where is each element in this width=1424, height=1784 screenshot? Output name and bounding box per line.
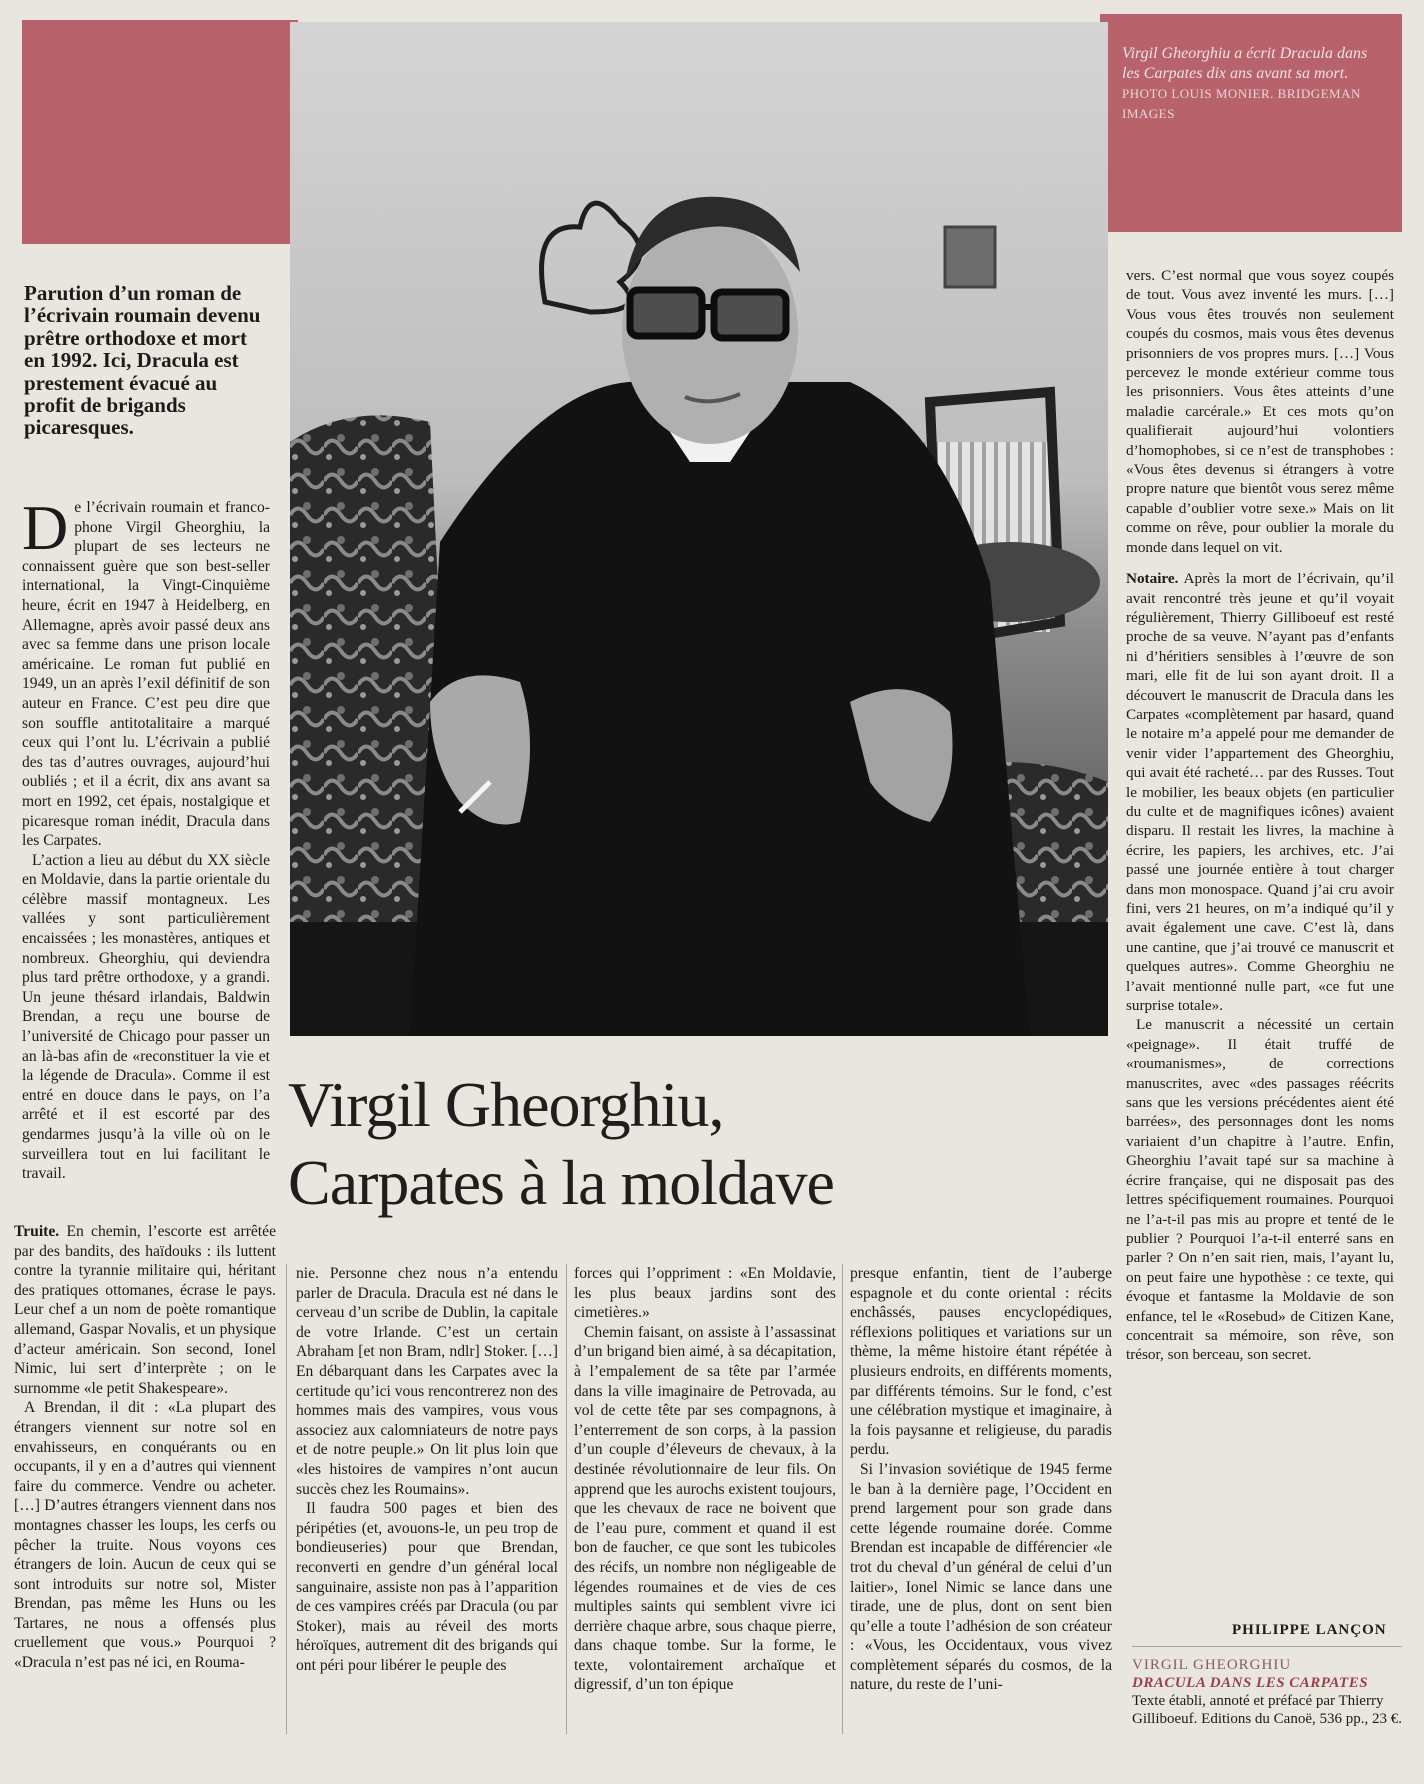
book-author: VIRGIL GHEORGHIU [1132,1657,1292,1673]
paragraph: presque enfantin, tient de l’auberge espagnole et du conte oriental : récits enchâssés, pauses encyclopédiques, réflexions politiques et variations sur un thème, la même histoire étant répétée à plusieurs endroits, en différents moments, par différents témoins. Sur le fond, c’est une célébration mystique et imaginaire, à la fois paysanne et religieuse, du paradis perdu. [850,1265,1112,1459]
paragraph: L’action a lieu au début du XX siècle en Moldavie, dans la partie orientale du célèbre massif montagneux. Les vallées y sont particulièrement encaissées ; les monastères, antiques et nombreux. Gheorghiu, qui deviendra plus tard prêtre orthodoxe, y a grandi. Un jeune thésard irlandais, Baldwin Brendan, a reçu une bourse de l’université de Chicago pour passer un an là-bas afin de «reconstituer la vie et la légende de Dracula». Comme il est entré en douce dans le pays, on l’a arrêté et il est escorté par des gendarmes jusqu’à la ville où on le surveillera tout en lui facilitant le travail. [22,851,270,1183]
pink-block-left [22,20,298,244]
paragraph: Le manuscrit a nécessité un certain «peignage». Il était truffé de «roumanismes», de corrections manuscrites, avec «des passages réécrits sans que les versions précédentes aient été barrées», des personnages dont les noms variaient d’un chapitre à l’autre. Enfin, Gheorghiu l’avait tapé sur sa machine à écrire française, qui ne disposait pas des lettres spécifiquement roumaines. Pourquoi ne l’a-t-il pas mis au propre et tenté de le publier ? Pourquoi l’a-t-il enterré sans en parler ? On n’en sait rien, mais, l’ayant lu, on peut faire une hypothèse : ce texte, qui évoque et fantasme la Moldavie de son enfance, tel le «Rosebud» de Citizen Kane, concentrait sa mémoire, son rêve, son trésor, son berceau, son secret. [1126,1016,1394,1364]
byline-rule [1132,1646,1402,1647]
headline [288,1066,1088,1222]
book-reference [1132,1656,1404,1728]
headline-line-1: Virgil Gheorghiu, [288,1069,724,1140]
portrait-illustration [290,22,1108,1036]
paragraph: forces qui l’oppriment : «En Moldavie, les plus beaux jardins sont des cimetières.» [574,1265,836,1322]
article-lead: Parution d’un roman de l’écrivain roumain devenu prêtre orthodoxe et mort en 1992. Ici, Dracula est prestement évacué au profit de brigands picaresques. [24,281,261,440]
paragraph: Si l’invasion soviétique de 1945 ferme le ban à la dernière page, l’Occident en prend largement pour son grade dans cette légende roumaine dorée. Comme Brendan est incapable de différencier «le trot du cheval d’un général de celui d’un laitier», Ionel Nimic se lance dans une tirade, une de plus, dont on sent bien qu’elle a toute l’adhésion de son créateur : «Vous, les Occidentaux, vous vivez complètement séparés du cosmos, de la nature, du reste de l’uni- [850,1460,1112,1694]
column-1 [22,492,270,1184]
column-4 [850,1264,1112,1695]
column-3 [574,1264,836,1695]
paragraph [1126,569,1394,1015]
column-rule [286,1264,287,1734]
paragraph: nie. Personne chez nous n’a entendu parler de Dracula. Dracula est né dans le cerveau d’un scribe de Dublin, la capitale de votre Irlande. C’est un certain Abraham [et non Bram, ndlr] Stoker. […] En débarquant dans les Carpates avec la certitude qu’ici vous rencontrerez non des hommes mais des vampires, vous vous associez aux calomniateurs de notre pays et de notre peuple.» On lit plus loin que «les histoires de vampires n’ont aucun succès chez les Roumains». [296,1265,558,1498]
paragraph: vers. C’est normal que vous soyez coupés de tout. Vous avez inventé les murs. […] Vous vous êtes trouvés non seulement coupés du cosmos, mais vous êtes devenus prisonniers de vos propres murs. […] Vous percevez le monde extérieur comme tous les prisonniers. Vous êtes atteints d’une maladie carcérale.» Et ces mots qu’on qualifierait aujourd’hui volontiers d’homophobes, si ce n’est de transphobes : «Vous êtes devenus si étrangers à votre propre nature que bientôt vous serez même capable d’oublier votre sexe.» Mais on lit comme on rêve, pour oublier la morale du monde dans lequel on vit. [1126,267,1394,556]
portrait-photo [290,22,1108,1036]
paragraph: Il faudra 500 pages et bien des péripéties (et, avouons-le, un peu trop de bondieuseries) pour que Brendan, reconverti en gendre d’un général local sanguinaire, assiste non pas à l’apparition de ces vampires créés par Dracula (ou par Stoker), mais au réveil des morts héroïques, autrement dit des brigands qui ont péri pour libérer le peuple des [296,1500,558,1674]
column-5 [1126,266,1394,1365]
byline: PHILIPPE LANÇON [1232,1622,1387,1638]
paragraph: A Brendan, il dit : «La plupart des étrangers viennent sur notre sol en envahisseurs, en conquérants ou en occupants, il y en a d’autres qui viennent faire du commerce. Vendre ou acheter. […] D’autres étrangers viennent dans nos montagnes chasser les loups, les cerfs ou pêcher la truite. Nous voyons ces étrangers de loin. Aucun de ceux qui se sont introduits sur notre sol, Mister Brendan, pas même les Huns ou les Tartares, ne nous a offensés plus cruellement que vous.» Pourquoi ? «Dracula n’est pas né ici, en Rouma- [14,1399,276,1672]
book-details: Texte établi, annoté et préfacé par Thierry Gilliboeuf. Editions du Canoë, 536 pp., 23 €. [1132,1693,1402,1727]
paragraph-text: En chemin, l’escorte est arrêtée par des bandits, des haïdouks : ils luttent contre la tyrannie militaire qui, héritant des pratiques ottomanes, écrase le pays. Leur chef a un nom de poète romantique allemand, Gaspar Novalis, et un physique d’acteur américain. Son second, Ionel Nimic, lui sert d’interprète ; on le surnomme «le petit Shakespeare». [14,1223,276,1397]
caption-text: Virgil Gheorghiu a écrit Dracula dans les Carpates dix ans avant sa mort. [1122,45,1368,82]
paragraph [14,1222,276,1398]
paragraph [22,492,270,851]
paragraph-text: e l’écrivain roumain et francophone Virgil Gheorghiu, la plupart de ses lecteurs ne connaissent guère que son best-seller international, la Vingt-Cinquième heure, écrit en 1947 à Heidelberg, en Allemagne, après avoir passé deux ans avec sa femme dans une prison locale américaine. Le roman fut publié en 1949, un an après l’exil définitif de son auteur en France. C’est peu dire que son souffle antitotalitaire a marqué ceux qui l’ont lu. L’écrivain a publié des tas d’autres ouvrages, aujourd’hui oubliés ; et il a écrit, dix ans avant sa mort en 1992, cet épais, nostalgique et picaresque roman inédit, Dracula dans les Carpates. [22,499,270,850]
photo-credit: PHOTO LOUIS MONIER. BRIDGEMAN IMAGES [1122,86,1361,121]
paragraph-text: Après la mort de l’écrivain, qu’il avait rencontré très jeune et qu’il voyait régulièrement, Thierry Gilliboeuf est resté proche de sa veuve. N’ayant pas d’enfants ni d’héritiers sensibles à l’œuvre de son mari, elle fit de lui son ayant droit. Il a découvert le manuscrit de Dracula dans les Carpates «complètement par hasard, quand le notaire m’a appelé pour me demander de venir vider l’appartement des Gheorghiu, qui avait été racheté… par des Russes. Tout le mobilier, les beaux objets (en particulier du culte et de magnifiques icônes) avaient disparu. Il restait les livres, la machine à écrire, les papiers, les archives, etc. J’ai passé une journée entière à tout charger dans mon monospace. Quand j’ai cru avoir fini, vers 21 heures, on m’a indiqué qu’il y avait également une cave. C’est là, dans une cantine, que j’ai trouvé ce manuscrit et quelques autres». Comme Gheorghiu ne l’avait mentionné nulle part, «ce fut une surprise totale». [1126,570,1394,1015]
column-2 [296,1264,558,1675]
subhead: Truite. [14,1223,60,1240]
headline-line-2: Carpates à la moldave [288,1147,834,1218]
paragraph: Chemin faisant, on assiste à l’assassinat d’un brigand bien aimé, à sa décapitation, à l’empalement de sa tête par l’armée dans la ville imaginaire de Petrovada, au vol de cette tête par ses compagnons, à l’enterrement de son corps, à la passion d’un couple d’éleveurs de chevaux, à la destinée révolutionnaire de leur fils. On apprend que les aurochs existent toujours, que les chevaux de race ne boivent que de l’eau pure, comment et quand il est bon de faucher, ce que sont les tubicoles des récifs, un nombre non négligeable de légendes roumaines et de vies de ces multiples saints qui semblent vivre ici derrière chaque arbre, sous chaque pierre, dans chaque tombe. Sur la forme, le texte, volontairement archaïque et digressif, d’un ton épique [574,1323,836,1694]
photo-caption [1122,44,1372,124]
drop-cap: D [22,492,69,563]
column-rule [842,1264,843,1734]
column-1-lower [14,1222,276,1673]
book-title: DRACULA DANS LES CARPATES [1132,1675,1369,1691]
column-rule [566,1264,567,1734]
subhead: Notaire. [1126,570,1179,588]
